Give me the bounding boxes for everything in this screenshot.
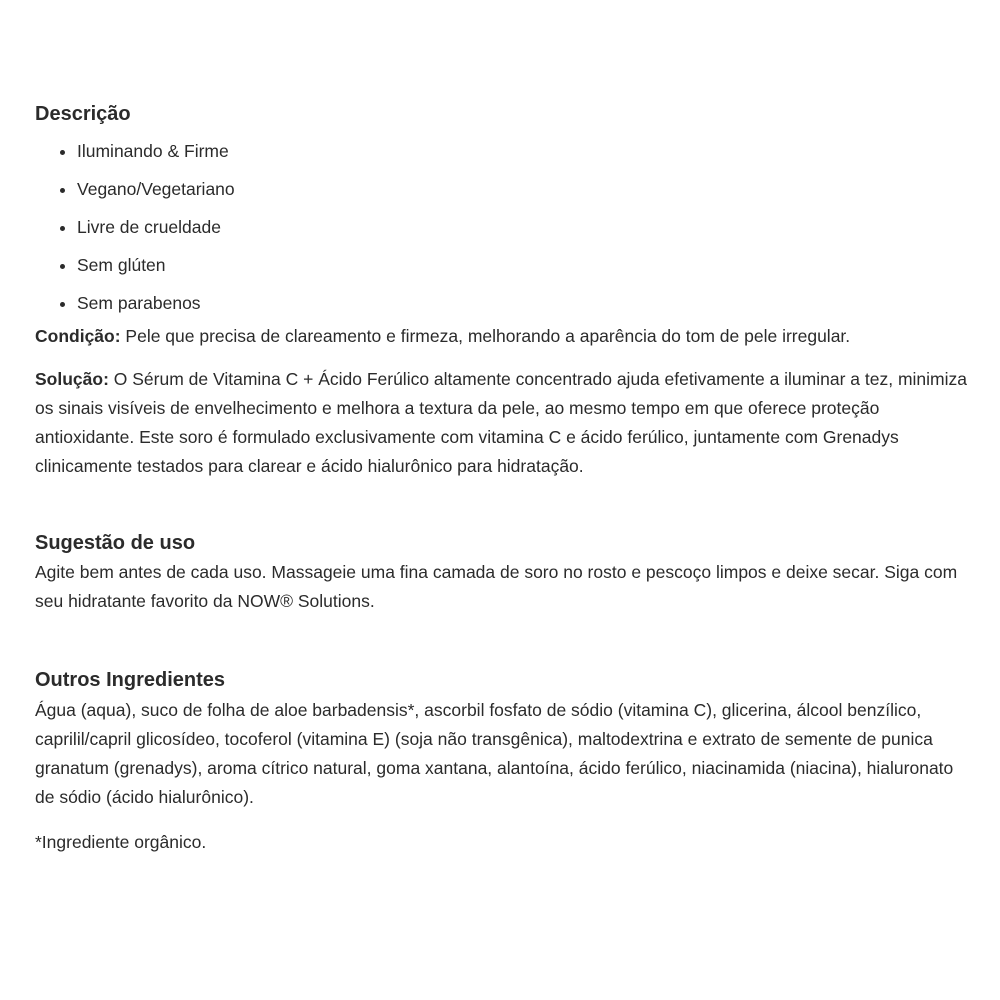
feature-item: • Vegano/Vegetariano [77,170,970,208]
condition-label: Condição: [35,326,121,346]
feature-item: • Sem parabenos [77,284,970,322]
condition-paragraph [35,322,970,351]
organic-note: *Ingrediente orgânico. [35,832,207,852]
feature-list [35,132,970,322]
solution-label: Solução: [35,369,109,389]
usage-heading: Sugestão de uso [35,532,196,554]
ingredients-text: Água (aqua), suco de folha de aloe barbadensis*, ascorbil fosfato de sódio (vitamina C), glicerina, álcool benzílico, caprilil/capril glicosídeo, tocoferol (vitamina E) (soja não transgênica), maltodextrina e extrato de semente de punica granatum (grenadys), aroma cítrico natural, goma xantana, alantoína, ácido ferúlico, niacinamida (niacina), hialuronato de sódio (ácido hialurônico). [35,700,954,807]
ingredients-heading: Outros Ingredientes [35,669,226,691]
solution-text: O Sérum de Vitamina C + Ácido Ferúlico altamente concentrado ajuda efetivamente a iluminar a tez, minimiza os sinais visíveis de envelhecimento e melhora a textura da pele, ao mesmo tempo em que oferece proteção antioxidante. Este soro é formulado exclusivamente com vitamina C e ácido ferúlico, juntamente com Grenadys clinicamente testados para clarear e ácido hialurônico para hidratação. [35,369,967,476]
product-details [35,100,970,857]
feature-item: • Livre de crueldade [77,208,970,246]
usage-section [35,529,970,616]
description-heading: Descrição [35,103,131,125]
solution-paragraph [35,365,970,481]
feature-item: • Sem glúten [77,246,970,284]
feature-item: • Iluminando & Firme [77,132,970,170]
condition-text: Pele que precisa de clareamento e firmeza, melhorando a aparência do tom de pele irregular. [120,326,851,346]
ingredients-section [35,666,970,857]
usage-text: Agite bem antes de cada uso. Massageie uma fina camada de soro no rosto e pescoço limpos e deixe secar. Siga com seu hidratante favorito da NOW® Solutions. [35,562,958,611]
description-section [35,100,970,481]
